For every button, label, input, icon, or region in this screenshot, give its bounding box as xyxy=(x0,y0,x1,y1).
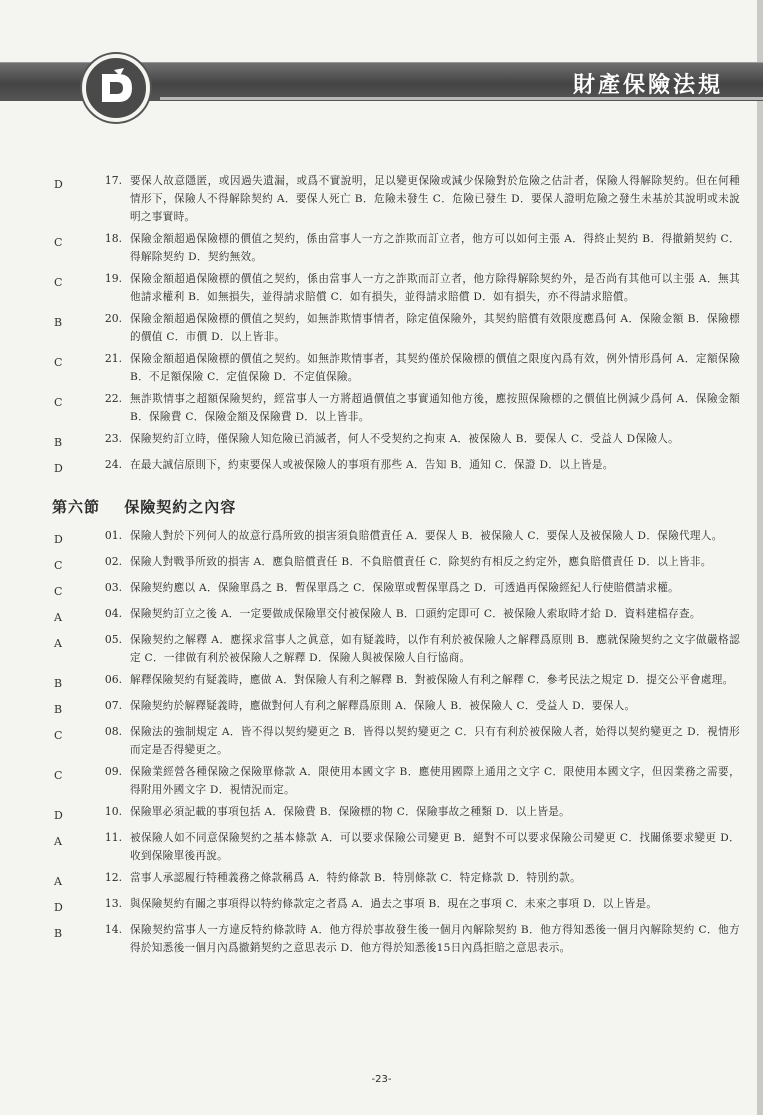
answer-key: D xyxy=(54,901,63,914)
question-item xyxy=(50,456,740,478)
question-text: 要保人故意隱匿，或因過失遺漏，或爲不實說明，足以變更保險或減少保險對於危險之估計者，保險人得解除契約。但在何種情形下，保險人不得解除契約 A．要保人死亡 B．危險未發生 C．危險已發生 D．要保人證明危險之發生未基於其說明或未說明之事實時。 xyxy=(130,175,740,223)
question-number: 11. xyxy=(104,831,122,844)
question-number: 13. xyxy=(104,897,122,910)
question-item xyxy=(50,763,740,799)
answer-key: D xyxy=(54,809,63,822)
answer-key: C xyxy=(54,396,63,409)
question-item xyxy=(50,579,740,601)
question-number: 23. xyxy=(104,432,122,445)
question-item xyxy=(50,803,740,825)
question-number: 20. xyxy=(104,312,122,325)
question-number: 12. xyxy=(104,871,122,884)
question-number: 04. xyxy=(104,607,122,620)
logo-icon xyxy=(94,66,138,110)
question-number: 14. xyxy=(104,923,122,936)
question-number: 03. xyxy=(104,581,122,594)
question-item xyxy=(50,697,740,719)
answer-key: A xyxy=(54,637,62,650)
answer-key: A xyxy=(54,611,62,624)
question-text: 保險金額超過保險標的價值之契約，如無詐欺情事情者，除定值保險外，其契約賠償有效限度應爲何 A．保險金額 B．保險標的價值 C．市價 D．以上皆非。 xyxy=(130,313,740,343)
question-item xyxy=(50,527,740,549)
question-list-part1 xyxy=(50,172,740,478)
question-item xyxy=(50,829,740,865)
question-number: 01. xyxy=(104,529,122,542)
question-number: 17. xyxy=(104,174,122,187)
answer-key: D xyxy=(54,533,63,546)
answer-key: A xyxy=(54,835,62,848)
page-number: -23- xyxy=(371,1074,392,1085)
answer-key: B xyxy=(54,436,63,449)
answer-key: C xyxy=(54,276,63,289)
question-text: 保險契約應以 A．保險單爲之 B．暫保單爲之 C．保險單或暫保單爲之 D．可透過再保險經紀人行使賠償請求權。 xyxy=(130,582,680,594)
question-number: 08. xyxy=(104,725,122,738)
question-item xyxy=(50,723,740,759)
question-list-part2 xyxy=(50,527,740,957)
question-text: 保險契約訂立之後 A．一定要做成保險單交付被保險人 B．口頭約定即可 C．被保險人索取時才給 D．資料建檔存查。 xyxy=(130,608,701,620)
question-item xyxy=(50,895,740,917)
answer-key: C xyxy=(54,236,63,249)
question-item xyxy=(50,921,740,957)
question-text: 保險單必須記載的事項包括 A．保險費 B．保險標的物 C．保險事故之種類 D．以上皆是。 xyxy=(130,806,571,818)
question-text: 保險契約當事人一方違反特約條款時 A．他方得於事故發生後一個月內解除契約 B．他方得知悉後一個月內解除契約 C．他方得於知悉後一個月內爲撤銷契約之意思表示 D．他方得於知悉後15日內爲拒賠之意思表示。 xyxy=(130,924,740,954)
main-content xyxy=(50,172,740,961)
question-number: 19. xyxy=(104,272,122,285)
question-number: 07. xyxy=(104,699,122,712)
answer-key: C xyxy=(54,769,63,782)
section-heading xyxy=(52,496,740,517)
question-number: 05. xyxy=(104,633,122,646)
answer-key: C xyxy=(54,356,63,369)
question-item xyxy=(50,230,740,266)
question-text: 在最大誠信原則下，約束要保人或被保險人的事項有那些 A．告知 B．通知 C．保證 D．以上皆是。 xyxy=(130,459,614,471)
answer-key: B xyxy=(54,677,63,690)
question-text: 保險金額超過保險標的價值之契約，係由當事人一方之詐欺而訂立者，他方除得解除契約外，是否尚有其他可以主張 A．無其他請求權利 B．如無損失，並得請求賠償 C．如有損失，並得請求賠償 D．如有損失，亦不得請求賠償。 xyxy=(130,273,740,303)
question-item xyxy=(50,310,740,346)
question-number: 10. xyxy=(104,805,122,818)
question-number: 09. xyxy=(104,765,122,778)
question-text: 無詐欺情事之超額保險契約，經當事人一方將超過價值之事實通知他方後，應按照保險標的之價值比例減少爲何 A．保險金額 B．保險費 C．保險金額及保險費 D．以上皆非。 xyxy=(130,393,740,423)
question-text: 當事人承認履行特種義務之條款稱爲 A．特約條款 B．特別條款 C．特定條款 D．特別約款。 xyxy=(130,872,581,884)
section-title: 保險契約之內容 xyxy=(124,498,237,516)
answer-key: C xyxy=(54,559,63,572)
question-text: 解釋保險契約有疑義時，應做 A．對保險人有利之解釋 B．對被保險人有利之解釋 C．參考民法之規定 D．提交公平會處理。 xyxy=(130,674,734,686)
answer-key: B xyxy=(54,927,63,940)
answer-key: D xyxy=(54,462,63,475)
question-text: 保險業經營各種保險之保險單條款 A．限使用本國文字 B．應使用國際上通用之文字 C．限使用本國文字，但因業務之需要，得附用外國文字 D．視情況而定。 xyxy=(130,766,740,796)
question-text: 保險人對戰爭所致的損害 A．應負賠償責任 B．不負賠償責任 C．除契約有相反之約定外，應負賠償責任 D．以上皆非。 xyxy=(130,556,712,568)
answer-key: A xyxy=(54,875,62,888)
page-edge-shadow xyxy=(757,0,763,1115)
question-item xyxy=(50,553,740,575)
chapter-title: 財產保險法規 xyxy=(572,73,723,98)
answer-key: B xyxy=(54,703,63,716)
question-number: 21. xyxy=(104,352,122,365)
question-number: 06. xyxy=(104,673,122,686)
question-number: 22. xyxy=(104,392,122,405)
question-number: 18. xyxy=(104,232,122,245)
question-text: 與保險契約有關之事項得以特約條款定之者爲 A．過去之事項 B．現在之事項 C．未來之事項 D．以上皆是。 xyxy=(130,898,658,910)
question-text: 保險金額超過保險標的價值之契約，係由當事人一方之詐欺而訂立者，他方可以如何主張 A．得終止契約 B．得撤銷契約 C．得解除契約 D．契約無效。 xyxy=(130,233,740,263)
answer-key: C xyxy=(54,585,63,598)
question-text: 被保險人如不同意保險契約之基本條款 A．可以要求保險公司變更 B．絕對不可以要求保險公司變更 C．找關係要求變更 D．收到保險單後再說。 xyxy=(130,832,740,862)
question-text: 保險金額超過保險標的價值之契約。如無詐欺情事者，其契約僅於保險標的價值之限度內爲有效，例外情形爲何 A．定額保險 B．不足額保險 C．定值保險 D．不定值保險。 xyxy=(130,353,740,383)
question-item xyxy=(50,430,740,452)
question-item xyxy=(50,605,740,627)
question-text: 保險契約之解釋 A．應探求當事人之眞意，如有疑義時，以作有利於被保險人之解釋爲原則 B．應就保險契約之文字做嚴格認定 C．一律做有利於被保險人之解釋 D．保險人與被保險人自行協商。 xyxy=(130,634,740,664)
question-item xyxy=(50,631,740,667)
question-text: 保險契約於解釋疑義時，應做對何人有利之解釋爲原則 A．保險人 B．被保險人 C．受益人 D．要保人。 xyxy=(130,700,636,712)
question-item xyxy=(50,172,740,226)
question-item xyxy=(50,869,740,891)
answer-key: C xyxy=(54,729,63,742)
question-text: 保險人對於下列何人的故意行爲所致的損害須負賠償責任 A．要保人 B．被保險人 C．要保人及被保險人 D．保險代理人。 xyxy=(130,530,723,542)
section-label: 第六節 xyxy=(52,498,101,516)
answer-key: D xyxy=(54,178,63,191)
question-item xyxy=(50,390,740,426)
question-item xyxy=(50,270,740,306)
question-text: 保險法的強制規定 A．皆不得以契約變更之 B．皆得以契約變更之 C．只有有利於被保險人者，始得以契約變更之 D．視情形而定是否得變更之。 xyxy=(130,726,740,756)
answer-key: B xyxy=(54,316,63,329)
question-text: 保險契約訂立時，僅保險人知危險已消滅者，何人不受契約之拘束 A．被保險人 B．要保人 C．受益人 D保險人。 xyxy=(130,433,680,445)
question-item xyxy=(50,350,740,386)
question-number: 24. xyxy=(104,458,122,471)
question-number: 02. xyxy=(104,555,122,568)
question-item xyxy=(50,671,740,693)
